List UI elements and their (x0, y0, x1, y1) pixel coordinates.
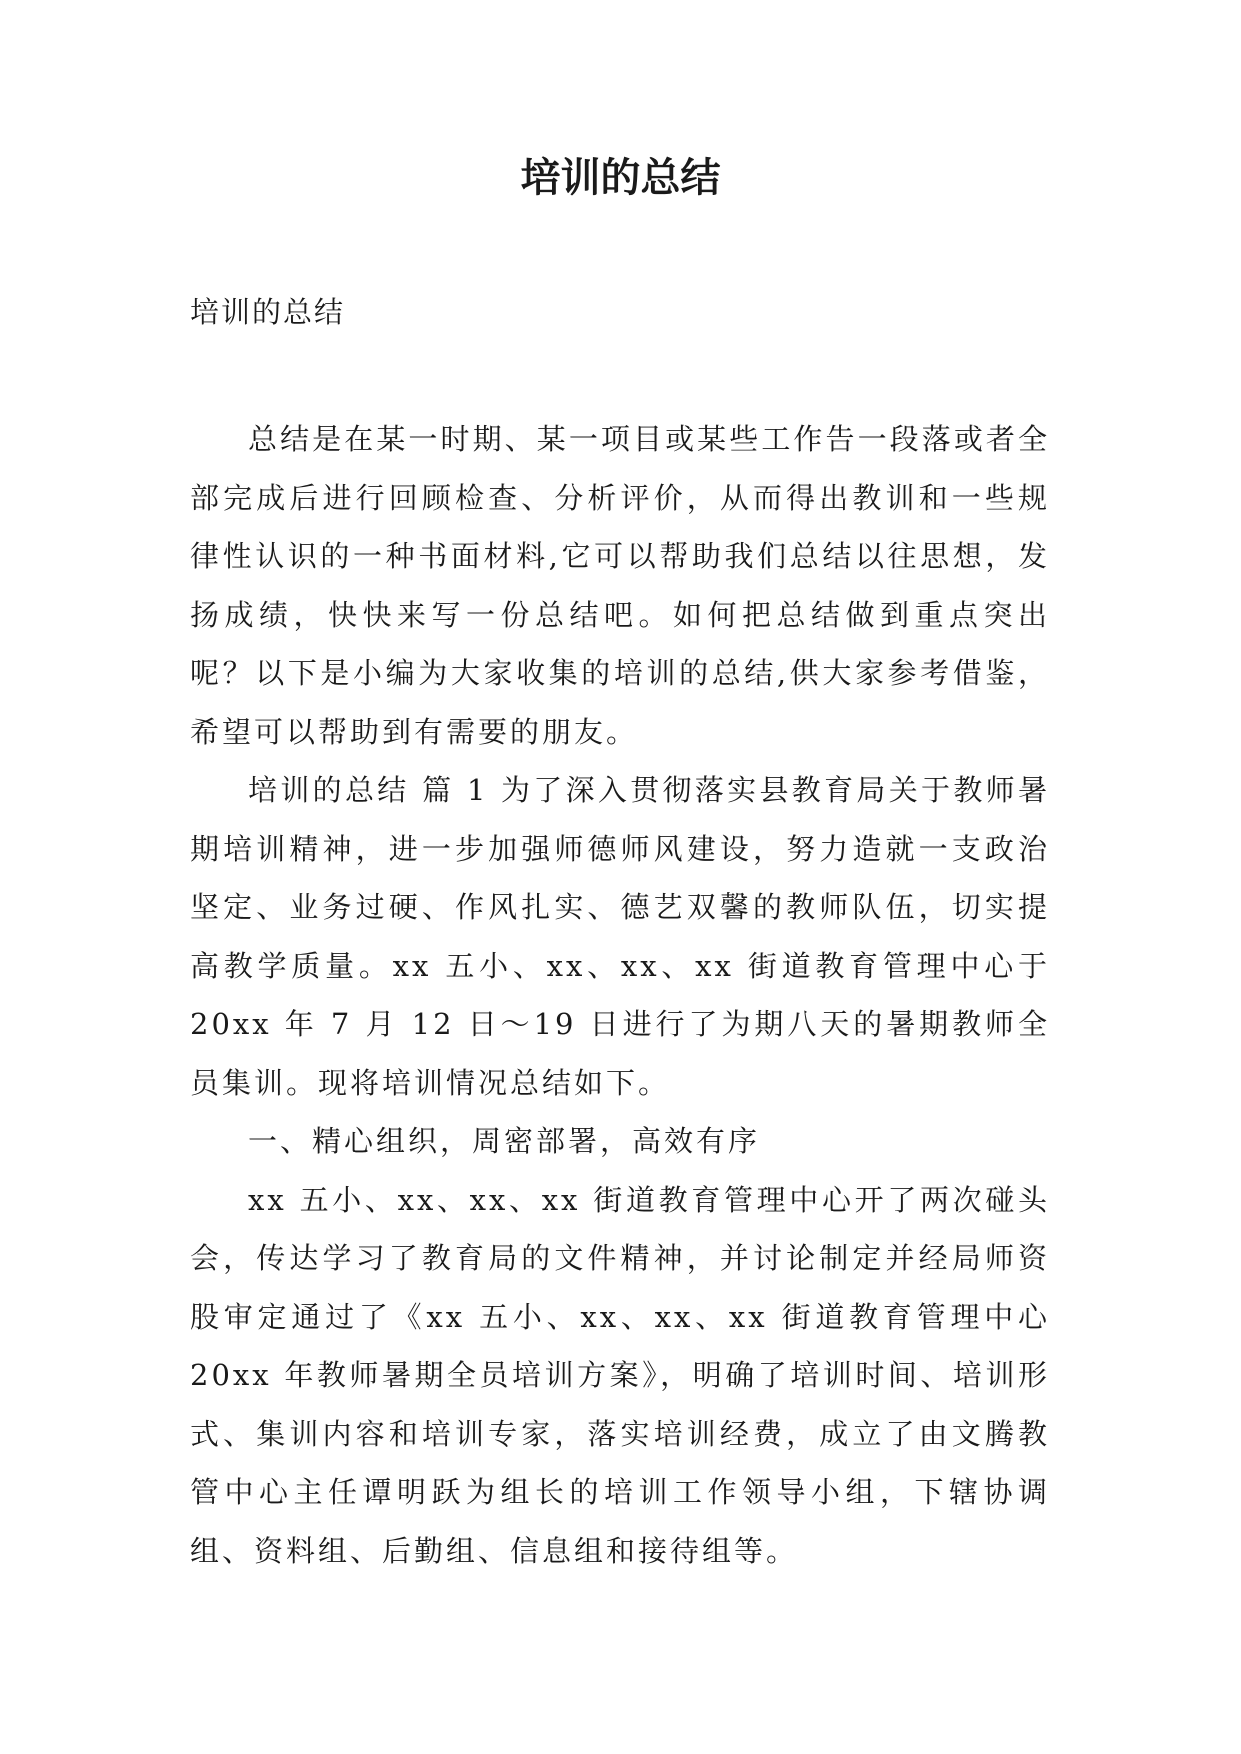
paragraph-intro: 总结是在某一时期、某一项目或某些工作告一段落或者全部完成后进行回顾检查、分析评价，从而得出教训和一些规律性认识的一种书面材料,它可以帮助我们总结以往思想，发扬成绩，快快来写一份总结吧。如何把总结做到重点突出呢？以下是小编为大家收集的培训的总结,供大家参考借鉴，希望可以帮助到有需要的朋友。 (190, 422, 1050, 749)
document-subtitle: 培训的总结 (190, 295, 346, 329)
paragraph-section-1: xx 五小、xx、xx、xx 街道教育管理中心开了两次碰头会，传达学习了教育局的文件精神，并讨论制定并经局师资股审定通过了《xx 五小、xx、xx、xx 街道教育管理中心 20xx 年教师暑期全员培训方案》，明确了培训时间、培训形式、集训内容和培训专家，落实培训经费，成立了由文腾教管中心主任谭明跃为组长的培训工作领导小组，下辖协调组、资料组、后勤组、信息组和接待组等。 (190, 1182, 1050, 1568)
document-title: 培训的总结 (520, 155, 721, 201)
document-body (190, 410, 1050, 1580)
section-heading: 一、精心组织，周密部署，高效有序 (248, 1124, 761, 1158)
paragraph-part-1: 培训的总结 篇 1 为了深入贯彻落实县教育局关于教师暑期培训精神，进一步加强师德师风建设，努力造就一支政治坚定、业务过硬、作风扎实、德艺双馨的教师队伍，切实提高教学质量。xx 五小、xx、xx、xx 街道教育管理中心于 20xx 年 7 月 12 日～19 日进行了为期八天的暑期教师全员集训。现将培训情况总结如下。 (190, 773, 1050, 1100)
